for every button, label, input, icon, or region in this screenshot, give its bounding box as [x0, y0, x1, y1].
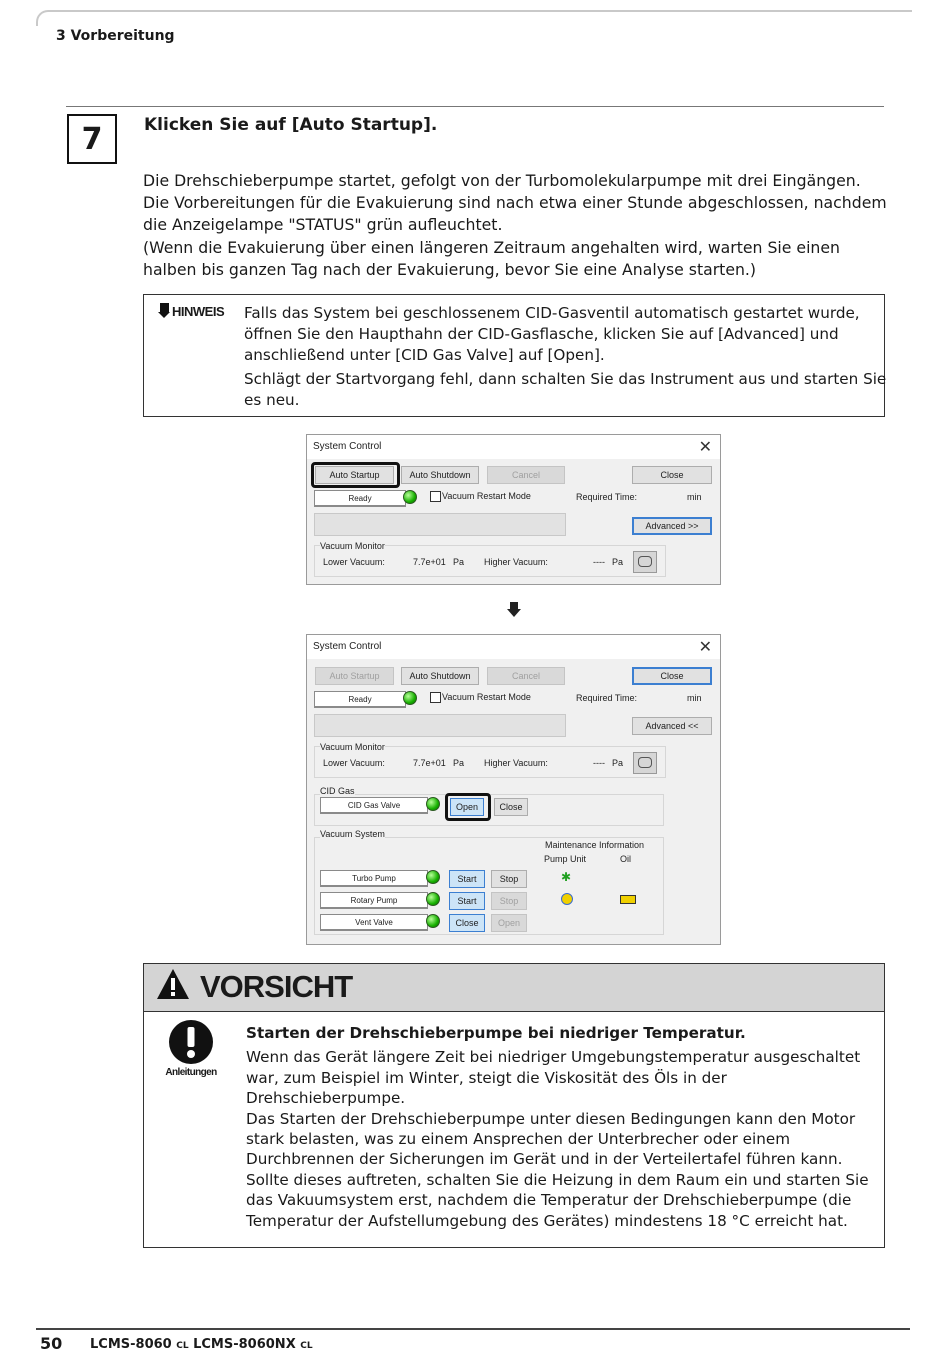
dialog-title: System Control	[313, 641, 382, 652]
message-area	[314, 714, 566, 737]
note-label-text: HINWEIS	[172, 303, 225, 319]
caution-line: stark belasten, was zu einem Ansprechen der Unterbrecher oder einem	[246, 1130, 790, 1149]
dialog-title: System Control	[313, 441, 382, 452]
cid-open-button[interactable]: Open	[450, 798, 484, 816]
model-names	[90, 1337, 313, 1352]
required-time-label: Required Time:	[576, 492, 638, 502]
pump-unit-label: Pump Unit	[544, 854, 587, 864]
rotary-stop-button[interactable]: Stop	[491, 892, 527, 910]
note-icon	[158, 303, 170, 319]
cid-gas-label: CID Gas	[320, 786, 355, 796]
mandatory-icon-label: Anleitungen	[165, 1067, 217, 1078]
step-number: 7	[67, 114, 117, 164]
vent-valve-field: Vent Valve	[320, 914, 428, 931]
step-line: Die Drehschieberpumpe startet, gefolgt von der Turbomolekularpumpe mit drei Eingängen.	[143, 171, 861, 190]
note-line: anschließend unter [CID Gas Valve] auf [Open].	[244, 345, 605, 364]
mandatory-action-icon	[168, 1019, 214, 1065]
vent-open-button[interactable]: Open	[491, 914, 527, 932]
lower-vacuum-unit: Pa	[453, 557, 465, 567]
turbo-stop-button[interactable]: Stop	[491, 870, 527, 888]
caution-line: Durchbrennen der Sicherungen im Gerät und in der Verteilertafel führen kann.	[246, 1150, 843, 1169]
caution-line: Temperatur der Aufstellumgebung des Gerätes) mindestens 18 °C erreicht hat.	[246, 1211, 848, 1230]
note-line: Falls das System bei geschlossenem CID-Gasventil automatisch gestartet wurde,	[244, 304, 860, 322]
higher-vacuum-label: Higher Vacuum:	[484, 557, 548, 567]
warning-triangle-icon	[156, 968, 190, 1000]
rotary-start-button[interactable]: Start	[449, 892, 485, 910]
min-label: min	[687, 492, 702, 502]
system-control-dialog-before	[306, 434, 721, 585]
close-button[interactable]: Close	[632, 667, 712, 685]
cancel-button[interactable]: Cancel	[487, 466, 565, 484]
higher-vacuum-unit: Pa	[612, 758, 624, 768]
header-rule	[36, 10, 912, 26]
footer-rule	[36, 1328, 910, 1330]
model-suffix: CL	[176, 1341, 189, 1351]
vent-valve-led-icon	[426, 914, 440, 928]
rotary-pump-field: Rotary Pump	[320, 892, 428, 909]
oil-can-icon	[620, 895, 636, 904]
close-icon[interactable]: ✕	[698, 639, 712, 656]
oil-label: Oil	[620, 854, 631, 864]
step-line: die Anzeigelampe "STATUS" grün aufleuchtet.	[143, 215, 503, 235]
advanced-button[interactable]: Advanced >>	[632, 517, 712, 535]
section-divider	[66, 106, 884, 107]
model-b: LCMS-8060NX	[193, 1337, 296, 1352]
dialog-titlebar	[307, 435, 720, 459]
auto-shutdown-button[interactable]: Auto Shutdown	[401, 667, 479, 685]
step-title: Klicken Sie auf [Auto Startup].	[144, 115, 438, 135]
higher-vacuum-value: ----	[593, 758, 605, 768]
cid-gas-led-icon	[426, 797, 440, 811]
system-control-dialog-advanced	[306, 634, 721, 945]
turbo-start-button[interactable]: Start	[449, 870, 485, 888]
caution-line: Wenn das Gerät längere Zeit bei niedriger Umgebungstemperatur ausgeschaltet	[246, 1048, 861, 1067]
vacuum-monitor-label: Vacuum Monitor	[320, 541, 385, 551]
advanced-button[interactable]: Advanced <<	[632, 717, 712, 735]
step-line: (Wenn die Evakuierung über einen längeren Zeitraum angehalten wird, warten Sie einen	[143, 237, 840, 257]
step-line: halben bis ganzen Tag nach der Evakuierung, bevor Sie eine Analyse starten.)	[143, 259, 757, 279]
caution-line: war, zum Beispiel im Winter, steigt die Viskosität des Öls in der	[246, 1068, 727, 1087]
higher-vacuum-unit: Pa	[612, 557, 624, 567]
rotary-pump-led-icon	[426, 892, 440, 906]
vent-close-button[interactable]: Close	[449, 914, 485, 932]
lower-vacuum-value: 7.7e+01	[413, 758, 446, 768]
vacuum-system-label: Vacuum System	[320, 829, 385, 839]
note-line: Schlägt der Startvorgang fehl, dann schalten Sie das Instrument aus und starten Sie	[244, 370, 887, 389]
model-a: LCMS-8060	[90, 1337, 172, 1352]
vacuum-restart-label: Vacuum Restart Mode	[442, 692, 531, 702]
vacuum-gauge-icon[interactable]	[633, 752, 657, 774]
required-time-label: Required Time:	[576, 693, 638, 703]
cancel-button[interactable]: Cancel	[487, 667, 565, 685]
note-line: öffnen Sie den Haupthahn der CID-Gasflasche, klicken Sie auf [Advanced] und	[244, 324, 839, 343]
rotary-unit-status-icon	[561, 893, 573, 905]
lower-vacuum-unit: Pa	[453, 758, 465, 768]
turbo-pump-field: Turbo Pump	[320, 870, 428, 887]
model-suffix: CL	[300, 1341, 313, 1351]
status-field: Ready	[314, 490, 406, 507]
status-led-icon	[403, 691, 417, 705]
note-line: es neu.	[244, 391, 300, 410]
step-line: Die Vorbereitungen für die Evakuierung sind nach etwa einer Stunde abgeschlossen, nachdem	[143, 193, 887, 213]
cid-close-button[interactable]: Close	[494, 798, 528, 816]
vacuum-monitor-label: Vacuum Monitor	[320, 742, 385, 752]
vacuum-restart-checkbox[interactable]	[430, 692, 441, 703]
caution-line: Drehschieberpumpe.	[246, 1089, 406, 1108]
status-led-icon	[403, 490, 417, 504]
vacuum-restart-label: Vacuum Restart Mode	[442, 491, 531, 501]
maintenance-label: Maintenance Information	[545, 840, 645, 850]
higher-vacuum-value: ----	[593, 557, 605, 567]
higher-vacuum-label: Higher Vacuum:	[484, 758, 548, 768]
note-text	[244, 303, 887, 411]
caution-line: Das Starten der Drehschieberpumpe unter diesen Bedingungen kann den Motor	[246, 1109, 856, 1128]
cid-gas-valve-field: CID Gas Valve	[320, 797, 428, 814]
note-label	[158, 303, 224, 319]
message-area	[314, 513, 566, 536]
lower-vacuum-value: 7.7e+01	[413, 557, 446, 567]
status-field: Ready	[314, 691, 406, 708]
caution-heading: Starten der Drehschieberpumpe bei niedriger Temperatur.	[246, 1024, 746, 1042]
auto-startup-button[interactable]: Auto Startup	[315, 466, 394, 484]
step-description	[143, 170, 888, 281]
caution-title: VORSICHT	[200, 969, 353, 1004]
auto-shutdown-button[interactable]: Auto Shutdown	[401, 466, 479, 484]
caution-text	[246, 1023, 876, 1231]
min-label: min	[687, 693, 702, 703]
lower-vacuum-label: Lower Vacuum:	[323, 557, 385, 567]
caution-line: Sollte dieses auftreten, schalten Sie die Heizung in dem Raum ein und starten Sie	[246, 1170, 869, 1189]
page-number: 50	[40, 1334, 63, 1353]
vacuum-gauge-icon[interactable]	[633, 551, 657, 573]
vacuum-restart-checkbox[interactable]	[430, 491, 441, 502]
caution-line: das Vakuumsystem erst, nachdem die Temperatur der Drehschieberpumpe (die	[246, 1191, 852, 1210]
lower-vacuum-label: Lower Vacuum:	[323, 758, 385, 768]
arrow-down-icon	[507, 602, 521, 618]
close-button[interactable]: Close	[632, 466, 712, 484]
turbo-pump-led-icon	[426, 870, 440, 884]
dialog-titlebar	[307, 635, 720, 659]
auto-startup-button[interactable]: Auto Startup	[315, 667, 394, 685]
pump-unit-status-icon: ✱	[561, 870, 572, 884]
chapter-heading: 3 Vorbereitung	[56, 28, 175, 44]
close-icon[interactable]: ✕	[698, 439, 712, 456]
